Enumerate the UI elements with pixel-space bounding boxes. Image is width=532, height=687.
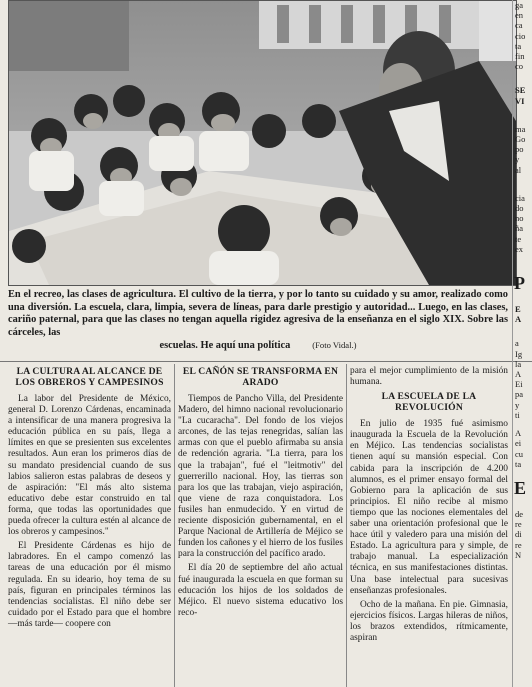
strip-text-fragment: E [515,304,521,315]
article-3-title: LA ESCUELA DE LA REVOLUCIÓN [381,391,477,414]
strip-text-fragment: cu [515,448,524,459]
strip-text-fragment: y [515,154,520,165]
strip-text-fragment: VI [515,95,525,106]
photo-credit: (Foto Vidal.) [312,340,357,351]
caption-tail-text: escuelas. He aquí una política [159,340,291,352]
strip-text-fragment: ta [515,458,522,469]
article-2-paragraph: Tiempos de Pancho Villa, del Presidente Madero, del himno nacional revolucionario "La cucaracha". Del fondo de los viejos arcones, de las tejas renegridas, salían las armas con que el pueblo afirmaba su ansia de redención agraria. "La tierra, para los que la trabajan", fué el "leitmotiv" del guerrerillo nacional. Hoy, las tierras son para los que las trabajan, viejo aspiración, que viene de raza conquistadora. Los fusiles han enmudecido. Y en virtud de reciente disposición gubernamental, en el Parque Nacional de Artillería de Méjico se funden los cañones y el hierro de los fusiles para la construcción del pacífico arado. [178,394,343,560]
strip-text-fragment: de [515,508,524,519]
strip-text-fragment: ex [515,243,524,254]
strip-text-fragment: P [514,273,525,294]
strip-text-fragment: Ig [515,348,523,359]
strip-text-fragment: co [515,61,524,72]
caption-text: En el recreo, las clases de agricultura. El cultivo de la tierra, y por lo tanto su cuidado y su amor, realizado como una diversión. La escuela, clara, limpia, severa de líneas, para darle prestigio y autoridad... Luego, en las clases, cariño paternal, para que las clases no tengan aquella rigidez agresiva de la enseñanza en el siglo XIX. Sobre las cárceles, las [8,289,508,338]
strip-text-fragment: re [515,539,522,550]
article-2-title: EL CAÑÓN SE TRANSFORMA EN ARADO [182,366,339,388]
strip-text-fragment: SE [515,85,526,96]
strip-text-fragment: ma [515,123,526,134]
strip-text-fragment: ta [515,40,522,51]
strip-text-fragment: ga [515,0,524,10]
caption-tail [8,339,508,353]
article-3-lead: para el mejor cumplimiento de la misión humana. [350,366,508,388]
article-3-paragraph: Ocho de la mañana. En pie. Gimnasia, ejercicios físicos. Largas hileras de niños, los brazos extendidos, rítmicamente, aspiran [350,599,508,643]
article-1-paragraph: El Presidente Cárdenas es hijo de labradores. En el campo comenzó las tareas de una educación por él mismo regulada. En su ideario, hoy tema de su país, figuran en principales términos las tendencias socialistas. El niño debe ser cuidado por el Estado para que el hombre —más tarde— coopere con [8,541,171,629]
strip-text-fragment: ei [515,438,522,449]
school-agriculture-photo [8,0,517,286]
strip-text-fragment: en [515,10,524,21]
strip-text-fragment: a [515,338,519,349]
article-column-2 [178,366,343,622]
strip-text-fragment: Ei [515,379,523,390]
strip-text-fragment: ti [515,409,520,420]
strip-text-fragment: ña [515,223,524,234]
strip-text-fragment: A [515,428,522,439]
strip-text-fragment: no [515,213,524,224]
strip-text-fragment: fin [515,51,525,62]
adjacent-column-fragment [512,0,532,687]
section-divider [0,361,532,362]
strip-text-fragment: ca [515,20,523,31]
strip-text-fragment: al [515,164,522,175]
strip-text-fragment: te [515,233,522,244]
column-divider [346,364,347,687]
column-divider [174,364,175,687]
strip-text-fragment: do [515,203,524,214]
strip-text-fragment: A [515,369,522,380]
strip-text-fragment: N [515,549,522,560]
strip-text-fragment: di [515,529,522,540]
article-1-title: LA CULTURA AL ALCANCE DE LOS OBREROS Y CAMPESINOS [15,366,164,388]
strip-text-fragment: cia [515,192,525,203]
article-column-1 [8,366,171,633]
article-2-paragraph: El día 20 de septiembre del año actual fué inaugurada la escuela en que forman su educación los hijos de los soldados de Méjico. El nuevo sistema educativo los reco- [178,563,343,618]
article-3-paragraph: En julio de 1935 fué asimismo inaugurada la Escuela de la Revolución en Méjico. Las tendencias socialistas tienen aquí su mansión especial. Con cabida para la inscripción de 4.200 alumnos, es el primer ensayo formal del Gobierno para la aplicación de sus principios. El niño recibe al mismo tiempo que las nociones elementales del saber una orientación profesional que le hace útil y valedero para una misión del Estado. La agricultura para y simple, de trabajo manual. La especialización técnica, en sus manifestaciones distintas. Una base intelectual para sucesivas enseñanzas profesionales. [350,419,508,596]
strip-text-fragment: y [515,399,520,410]
strip-text-fragment: po [515,144,524,155]
article-1-paragraph: La labor del Presidente de México, general D. Lorenzo Cárdenas, encaminada a intensificar de una manera progresiva la educación pública en su país, llega a límites en que se presienten sus excelentes resultados. Aun eran los primeros días de su mandato presidencial cuando de sus labios salieron estas palabras de deseos y de aspiración: "El más alto sistema educativo debe estar construido en tal forma, que todas las oportunidades que pueda ofrecer la cultura estén al alcance de los obreros y campesinos." [8,394,171,538]
photo-caption [8,289,508,353]
strip-text-fragment: re [515,519,522,530]
strip-text-fragment: la [515,358,522,369]
strip-text-fragment: E [514,477,527,498]
article-column-3 [350,366,508,647]
strip-text-fragment: A [515,314,522,325]
strip-text-fragment: Go [515,134,526,145]
strip-text-fragment: cio [515,30,526,41]
strip-text-fragment: pa [515,389,524,400]
